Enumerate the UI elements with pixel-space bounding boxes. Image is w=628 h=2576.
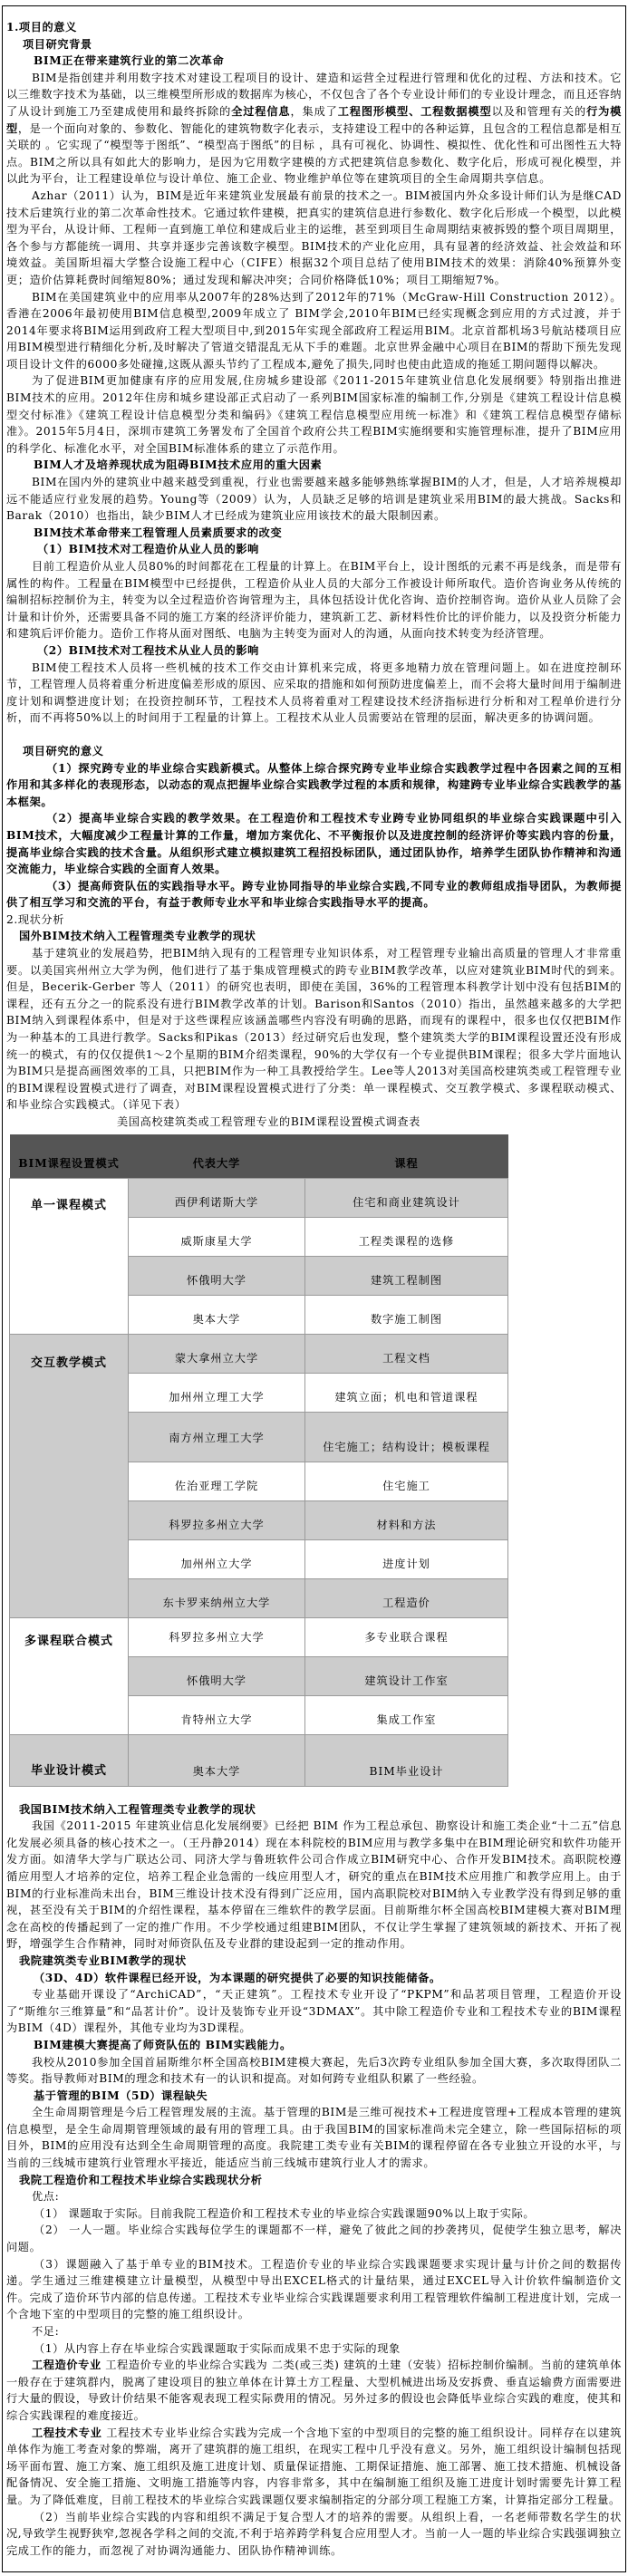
- university-cell: 佐治亚理工学院: [129, 1462, 305, 1500]
- pros-item: （2） 一人一题。毕业综合实践每位学生的课题都不一样，避免了彼此之间的抄袭拷贝，促使学生独立思考，解决问题。: [6, 2224, 622, 2254]
- table-caption: 美国高校建筑类或工程管理专业的BIM课程设置模式调查表: [117, 1115, 420, 1128]
- mode-cell: 单一课程模式: [10, 1178, 129, 1334]
- subsection-heading: 项目研究背景: [23, 37, 92, 51]
- university-cell: 西伊利诺斯大学: [129, 1178, 305, 1217]
- column-header: BIM课程设置模式: [10, 1134, 129, 1179]
- item-heading: （1）BIM技术对工程造价从业人员的影响: [37, 543, 259, 556]
- inline-label: 工程技术专业: [32, 2426, 102, 2439]
- topic-heading: BIM技术革命带来工程管理人员素质要求的改变: [34, 526, 283, 539]
- paragraph: 专业基础开课设了“ArchiCAD”，“天正建筑”。工程技术专业开设了“PKPM”和品茗项目管理，工程造价开设了“斯维尔三维算量”和“品茗计价”。设计及装饰专业开设“3DMAX”。其中除工程造价专业和工程技术专业的BIM课程为BIM（4D）课程外，其他专业均为3D课程。: [6, 1988, 622, 2035]
- university-cell: 奥本大学: [129, 1295, 305, 1334]
- table-row: [10, 1178, 508, 1217]
- table-header-row: [10, 1134, 508, 1179]
- paragraph: 我国《2011-2015 年建筑业信息化发展纲要》已经把 BIM 作为工程总承包、勘察设计和施工类企业“十二五”信息化发展必须具备的核心技术之一。（王丹静2014）现在本科院校的BIM应用与教学多集中在BIM理论研究和软件功能开发方面。如清华大学与广联达公司、同济大学与鲁班软件公司合作成立BIM研究中心、合作开发BIM技术。高职院校遵循应用型人才培养的定位，培养工程企业急需的一线应用型人才，研究的重点在BIM技术应用推广和教学应用上。由于BIM的行业标准尚未出台，BIM三维设计技术没有得到广泛应用，国内高职院校对BIM纳入专业教学没有得到足够的重视，甚至没有关于BIM的介绍性课程，基本停留在三维软件的教学层面。目前斯维尔杯全国高校BIM建模大赛对BIM理念在高校的传播起到了一定的推广作用。不少学校通过组建BIM团队，不仅让学生掌握了建筑领域的新技术、开拓了视野，增强学生合作精神，同时对师资队伍及专业群的建设起到一定的推动作用。: [6, 1819, 622, 1951]
- course-cell: 进度计划: [305, 1539, 508, 1578]
- cons-item: （2）当前毕业综合实践的内容和组织不满足于复合型人才的培养的需要。从组织上看，一名老师带数名学生的状况,导致学生视野狭窄,忽视各学科之间的交流,不利于培养跨学科复合应用型人才。当前一人一题的毕业综合实践强调独立完成工作的能力，而忽视了对协调沟通能力、团队协作精神训练。: [6, 2510, 622, 2557]
- bim-course-table: [9, 1134, 508, 1787]
- paragraph: BIM在国内外的建筑业中越来越受到重视，行业也需要越来越多能够熟练掌握BIM的人才，但是，人才培养规模却远不能适应行业发展的趋势。Young等（2009）认为，人员缺乏足够的培训是建筑业采用BIM的最大挑战。Sacks和Barak（2010）也指出，缺少BIM人才已经成为建筑业应用该技术的最大限制因素。: [6, 476, 622, 523]
- university-cell: 蒙大拿州立大学: [129, 1334, 305, 1373]
- paragraph: （2）提高毕业综合实践的教学效果。在工程造价和工程技术专业跨专业协同组织的毕业综合实践课题中引入BIM技术，大幅度减少工程量计算的工作量，增加方案优化、不平衡报价以及进度控制的经济评价等实践内容的份量，提高毕业综合实践的技术含量。从组织形式建立模拟建筑工程招投标团队，通过团队协作，培养学生团队协作精神和沟通交流能力，毕业综合实践的全面育人效果。: [6, 812, 622, 876]
- course-cell: 工程类课程的选修: [305, 1217, 508, 1256]
- course-cell: 建筑工程制图: [305, 1256, 508, 1295]
- cons-label: 不足:: [32, 2325, 60, 2338]
- cons-item: （1）从内容上存在毕业综合实践课题取于实际而成果不忠于实际的现象: [34, 2341, 401, 2355]
- section-heading: 1.项目的意义: [6, 21, 77, 34]
- pros-item: （3）课题融入了基于单专业的BIM技术。工程造价专业的毕业综合实践课题要求实现计量与计价之间的数据传递。学生通过三维建模建立计量模型，从模型中导出EXCEL格式的计量结果，通过EXCEL导入计价软件编制造价文件。完成了造价环节内部的信息传递。工程技术专业毕业综合实践课题要求利用工程管理软件编制工程进度计划，完成一个含地下室的中型项目的完整的施工组织设计。: [6, 2257, 622, 2321]
- university-cell: 科罗拉多州立大学: [129, 1617, 305, 1656]
- paragraph: （1）探究跨专业的毕业综合实践新模式。从整体上综合探究跨专业毕业综合实践教学过程中各因素之间的互相作用和其多样化的表现形态，以动态的观点把握毕业综合实践教学过程的本质和规律，构建跨专业毕业综合实践教学的基本框架。: [6, 761, 622, 808]
- course-cell: 建筑设计工作室: [305, 1656, 508, 1695]
- university-cell: 加州州立理工大学: [129, 1373, 305, 1412]
- university-cell: 东卡罗来纳州立大学: [129, 1578, 305, 1617]
- subsection-heading: 我院工程造价和工程技术毕业综合实践现状分析: [19, 2173, 263, 2186]
- paragraph: BIM使工程技术人员将一些机械的技术工作交由计算机来完成，将更多地精力放在管理问题上。如在进度控制环节，工程管理人员将着重分析进度偏差形成的原因、应采取的措施和如何预防进度偏差上，而不会将大量时间用于编制进度计划和调整进度计划；在投资控制环节，工程技术人员将着重对工程建设技术经济指标进行分析和对工程单价进行分析，而不再将50%以上的时间用于工程量的计算上。工程技术从业人员需要站在管理的层面，解决更多的协调问题。: [6, 661, 622, 725]
- course-cell: 多专业联合课程: [305, 1617, 508, 1656]
- column-header: 代表大学: [129, 1134, 305, 1179]
- university-cell: 奥本大学: [129, 1734, 305, 1786]
- university-cell: 威斯康星大学: [129, 1217, 305, 1256]
- table-row: [10, 1617, 508, 1656]
- inline-label: 工程造价专业: [32, 2359, 101, 2372]
- course-cell: 住宅和商业建筑设计: [305, 1178, 508, 1217]
- mode-cell: 多课程联合模式: [10, 1617, 129, 1734]
- course-cell: 工程文档: [305, 1334, 508, 1373]
- pros-label: 优点:: [32, 2190, 60, 2204]
- table-row: [10, 1734, 508, 1786]
- university-cell: 科罗拉多州立大学: [129, 1500, 305, 1539]
- mode-cell: 交互教学模式: [10, 1334, 129, 1617]
- topic-heading: （3D、4D）软件课程已经开设，为本课题的研究提供了必要的知识技能储备。: [34, 1971, 441, 1984]
- subsection-heading: 我院建筑类专业BIM教学的现状: [19, 1954, 187, 1967]
- subsection-heading: 国外BIM技术纳入工程管理类专业教学的现状: [19, 930, 256, 943]
- paragraph: 我校从2010参加全国首届斯维尔杯全国高校BIM建模大赛起，先后3次跨专业组队参加全国大赛，多次取得团队二等奖。指导教师对BIM的理念和技术有一的认识和提高。对如何跨专业组队积累了一些经验。: [6, 2055, 622, 2086]
- pros-item: （1） 课题取于实际。目前我院工程造价和工程技术专业的毕业综合实践课题90%以上取于实际。: [34, 2206, 536, 2220]
- course-cell: 材料和方法: [305, 1500, 508, 1539]
- document-page: [2, 5, 626, 2572]
- paragraph: （3）提高师资队伍的实践指导水平。跨专业协同指导的毕业综合实践,不同专业的教师组成指导团队，为教师提供了相互学习和交流的平台，有益于教师专业水平和毕业综合实践指导水平的提高。: [6, 879, 622, 910]
- course-cell: 住宅施工；结构设计；模板课程: [305, 1412, 508, 1462]
- paragraph: BIM是指创建并利用数字技术对建设工程项目的设计、建造和运营全过程进行管理和优化的过程、方法和技术。它以三维数字技术为基础，以三维模型所形成的数据库为核心，不仅包含了各个专业设计师们的专业设计理念，而且还容纳了从设计到施工乃至建成使用和最终拆除的全过程信息，集成了工程图形模型、工程数据模型以及和管理有关的行为模型，是一个面向对象的、参数化、智能化的建筑物数字化表示，支持建设工程中的各种运算，且包含的工程信息都是相互关联的 。它实现了“模型等于图纸”、“模型高于图纸”的目标 ，具有可视化、协调性、模拟性、优化性和可出图性五大特点。BIM之所以具有如此大的影响力，是因为它用数字建模的方式把建筑信息参数化、数字化后，形成可视化模型，并以此为平台，让工程建设单位与设计单位、施工企业、物业维护单位等在建筑项目的全生命周期共享信息。: [6, 71, 622, 186]
- section-heading: 2.现状分析: [6, 912, 64, 926]
- course-cell: BIM毕业设计: [305, 1734, 508, 1786]
- paragraph: 为了促进BIM更加健康有序的应用发展,住房城乡建设部《2011-2015年建筑业信息化发展纲要》特别指出推进BIM技术的应用。2012年住房和城乡建设部正式启动了一系列BIM国家标准的编制工作,分别是《建筑工程设计信息模型交付标准》《建筑工程设计信息模型分类和编码》《建筑工程信息模型应用统一标准》和《建筑工程信息模型存储标准》。2015年5月4日，深圳市建筑工务署发布了全国首个政府公共工程BIM实施纲要和实施管理标准，提升了BIM应用的科学化、标准化水平，对全国BIM标准体系的建立了示范作用。: [6, 374, 622, 455]
- item-heading: （2）BIM技术对工程技术从业人员的影响: [37, 643, 259, 657]
- paragraph: 目前工程造价从业人员80%的时间都花在工程量的计算上。在BIM平台上，设计图纸的元素不再是线条，而是带有属性的构件。工程量在BIM模型中已经提供，工程造价从业人员的大部分工作被设计师所取代。造价咨询业务从传统的编制招标控制价为主，转变为以全过程造价咨询管理为主，具体包括设计优化咨询、造价控制咨询。造价从业人员除了会计量和计价外，还需要具备不同的施工方案的经济评价能力，建筑新工艺、新材料性价比的评价能力，以及投资分析能力和建筑后评价能力。造价工作将从面对图纸、电脑为主转变为面对人的沟通，从面向技术转变为经济管理。: [6, 560, 622, 641]
- course-cell: 工程造价: [305, 1578, 508, 1617]
- paragraph: 工程造价专业 工程造价专业的毕业综合实践为 二类(或三类) 建筑的土建（安装）招标控制价编制。当前的建筑单体一般存在于建筑群内，脱离了建设项目的独立单体在计算土方工程量、大型机械进出场及安拆费、垂直运输费方面需要进行大量的假设，导致计价结果不能客观表现工程实际费用的情况。另外过多的假设也会降低毕业综合实践的难度，使其和综合实践课程的难度接近。: [6, 2359, 622, 2422]
- topic-heading: BIM人才及培养现状成为阻碍BIM技术应用的重大因素: [34, 458, 323, 472]
- subsection-heading: 我国BIM技术纳入工程管理类专业教学的现状: [19, 1802, 256, 1816]
- university-cell: 加州州立大学: [129, 1539, 305, 1578]
- column-header: 课程: [305, 1134, 508, 1179]
- table-row: [10, 1334, 508, 1373]
- paragraph: 全生命周期管理是今后工程管理发展的主流。基于管理的BIM是三维可视技术+工程进度管理+工程成本管理的建筑信息模型，是全生命周期管理领域的最有用的管理工具。由于我国BIM的国家标准尚未完全建立，除一些国际招标的项目外，BIM的应用没有达到全生命周期管理的高度。我院建工类专业有关BIM的课程停留在各专业独立开设的水平，与当前的三线城市建筑行业管理水平接近，能适应当前三线城市建筑行业人才的需求。: [6, 2106, 622, 2170]
- topic-heading: BIM建模大赛提高了师资队伍的 BIM实践能力。: [34, 2038, 292, 2051]
- paragraph: Azhar（2011）认为，BIM是近年来建筑业发展最有前景的技术之一。BIM被国内外众多设计师们认为是继CAD技术后建筑行业的第二次革命性技术。它通过软件建模，把真实的建筑信息进行参数化、数字化后形成一个模型，以此模型为平台，从设计师、工程师一直到施工单位和建成后业主的运维，甚至到项目生命周期结束被拆毁的整个项目周期里，各个参与方都能统一调用、共享并逐步完善该数字模型。BIM技术的产业化应用，具有显著的经济效益、社会效益和环境效益。美国斯坦福大学整合设施工程中心（CIFE）根据32个项目总结了使用BIM技术的效果：消除40%预算外变更；造价估算耗费时间缩短80%；通过发现和解决冲突；合同价格降低10%；项目工期缩短7%。: [6, 188, 622, 286]
- university-cell: 怀俄明大学: [129, 1656, 305, 1695]
- topic-heading: BIM正在带来建筑行业的第二次革命: [34, 54, 225, 68]
- mode-cell: 毕业设计模式: [10, 1734, 129, 1786]
- course-cell: 建筑立面；机电和管道课程: [305, 1373, 508, 1412]
- paragraph: 工程技术专业 工程技术专业毕业综合实践为完成一个含地下室的中型项目的完整的施工组织设计。同样存在以建筑单体作为施工考查对象的弊端，离开了建筑群的施工组织，在现实工程中几乎没有意义。另外，施工组织设计编制包括现场平面布置、施工方案、施工组织及施工进度计划、质量保证措施、工期保证措施、施工部署、施工技术措施、机械设备配备情况、安全施工措施、文明施工措施等内容，内容非常多，其中在编制施工组织及施工进度计划时需要先计算工程量。为了降低难度，目前工程技术的毕业综合实践课题仅要求编制指定的分部分项工程施工方案，计算指定部分工程量。: [6, 2426, 623, 2506]
- course-cell: 集成工作室: [305, 1695, 508, 1734]
- course-cell: 住宅施工: [305, 1462, 508, 1500]
- university-cell: 怀俄明大学: [129, 1256, 305, 1295]
- paragraph: BIM在美国建筑业中的应用率从2007年的28%达到了2012年的71%（McGraw-Hill Construction 2012）。香港在2006年最初使用BIM信息模型,2009年成立了 BIM学会,2010年BIM已经实现概念到应用的方式过渡，并于2014年要求将BIM运用到政府工程大型项目中,到2015年实现全部政府工程运用BIM。北京首都机场3号航站楼项目应用BIM模型进行精细化分析,及时解决了管道交错混乱无从下手的难题。北京世界金融中心项目在BIM的帮助下预先发现项目设计文件的6000多处碰撞,这既从源头节约了工程成本,避免了损失,同时也使由此造成的拖延工期问题得以解决。: [6, 290, 622, 371]
- university-cell: 南方州立理工大学: [129, 1412, 305, 1462]
- topic-heading: 基于管理的BIM（5D）课程缺失: [34, 2089, 208, 2102]
- subsection-heading: 项目研究的意义: [23, 744, 104, 757]
- course-cell: 数字施工制图: [305, 1295, 508, 1334]
- paragraph: 基于建筑业的发展趋势，把BIM纳入现有的工程管理专业知识体系，对工程管理专业输出高质量的管理人才非常重要。以美国宾州州立大学为例，他们进行了基于集成管理模式的跨专业BIM教学改革，以应对建筑业BIM时代的到来。但是，Becerik-Gerber 等人（2011）的研究也表明，即使在美国，36%的工程管理本科教学计划中没有包括BIM的课程，还有五分之一的院系没有进行BIM教学改革的计划。Barison和Santos（2010）指出，虽然越来越多的大学把BIM纳入到课程体系中，但是对于这些课程应该涵盖哪些内容没有明确的思路，而现有的课程中，很多也仅仅把BIM作为一种基本的工具进行教学。Sacks和Pikas（2013）经过研究后也发现，整个建筑类大学的BIM课程设置还没有形成统一的模式，有的仅仅提供1～2个星期的BIM介绍类课程，90%的大学仅有一个专业提供BIM课程；很多大学片面地认为BIM只是提高画图效率的工具，只把BIM作为一种工具教授给学生。Lee等人2013对美国高校建筑类或工程管理专业的BIM课程设置模式进行了调查，对BIM课程设置模式进行了分类：单一课程模式、交互教学模式、多课程联动模式、和毕业综合实践模式。（详见下表）: [6, 947, 622, 1112]
- university-cell: 肯特州立大学: [129, 1695, 305, 1734]
- spacer: [6, 727, 622, 743]
